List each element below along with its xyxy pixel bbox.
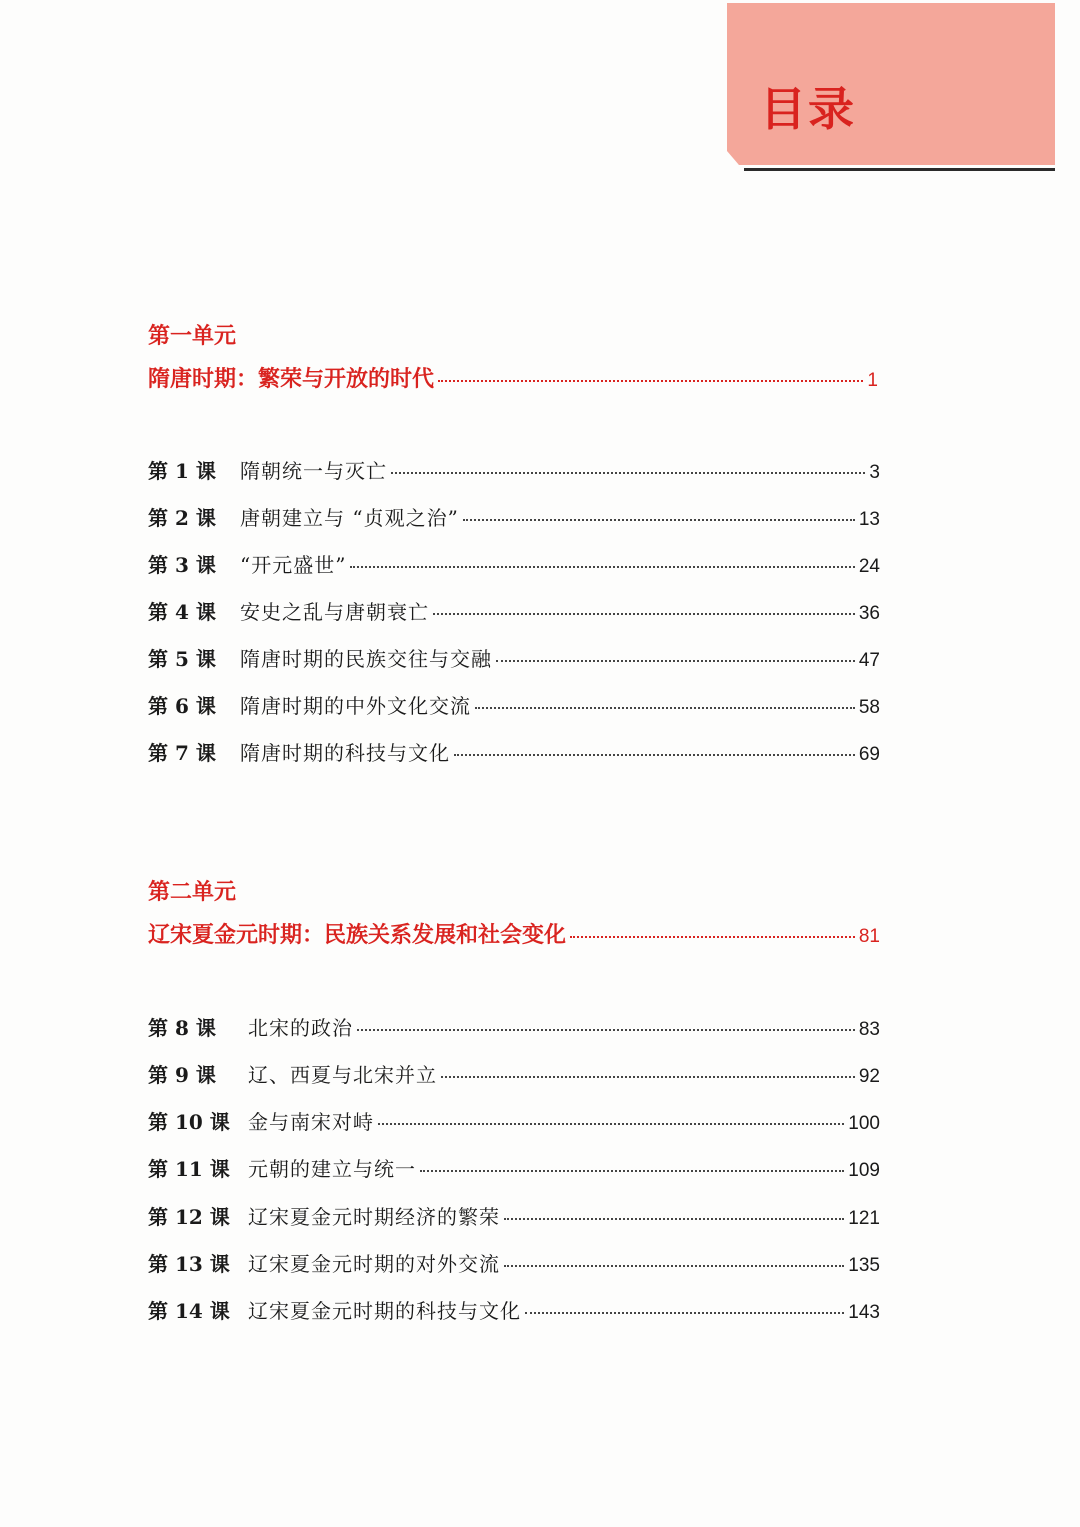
leader-dots (525, 1312, 844, 1314)
lesson-title: 唐朝建立与 “贞观之治” (240, 506, 459, 530)
leader-dots (504, 1265, 844, 1267)
lesson-row[interactable] (148, 502, 880, 531)
lesson-number: 第 3 课 (148, 553, 216, 577)
leader-dots (357, 1029, 855, 1031)
unit-1-row[interactable] (148, 362, 878, 393)
page-title: 目录 (760, 82, 856, 136)
leader-dots (433, 613, 855, 615)
leader-dots (438, 380, 863, 382)
lesson-page: 92 (858, 1066, 880, 1087)
lesson-row[interactable] (148, 1295, 880, 1324)
lesson-title: 隋唐时期的中外文化交流 (240, 694, 471, 718)
leader-dots (378, 1123, 844, 1125)
title-underline (744, 168, 1055, 171)
lesson-number: 第 6 课 (148, 694, 216, 718)
leader-dots (570, 936, 855, 938)
lesson-page: 83 (858, 1019, 880, 1040)
lesson-row[interactable] (148, 690, 880, 719)
leader-dots (391, 472, 865, 474)
lesson-title: 隋朝统一与灭亡 (240, 459, 387, 483)
lesson-page: 24 (858, 556, 880, 577)
lesson-number: 第 7 课 (148, 741, 216, 765)
lesson-number: 第 5 课 (148, 647, 216, 671)
lesson-page: 121 (848, 1208, 880, 1229)
unit-2-label: 第二单元 (148, 879, 237, 905)
lesson-title: 隋唐时期的民族交往与交融 (240, 647, 492, 671)
lesson-row[interactable] (148, 1201, 880, 1230)
lesson-number: 第 10 课 (148, 1110, 230, 1134)
unit-2-page: 81 (858, 926, 880, 947)
lesson-row[interactable] (148, 737, 880, 766)
leader-dots (454, 754, 855, 756)
lesson-number: 第 12 课 (148, 1205, 230, 1229)
lesson-title: 北宋的政治 (248, 1016, 353, 1040)
leader-dots (441, 1076, 855, 1078)
lesson-page: 36 (858, 603, 880, 624)
unit-1-page: 1 (867, 370, 878, 391)
lesson-title: 元朝的建立与统一 (248, 1157, 416, 1181)
lesson-number: 第 9 课 (148, 1063, 216, 1087)
unit-1-label: 第一单元 (148, 323, 237, 349)
lesson-page: 109 (848, 1160, 880, 1181)
lesson-row[interactable] (148, 596, 880, 625)
lesson-title: 辽、西夏与北宋并立 (248, 1063, 437, 1087)
lesson-number: 第 2 课 (148, 506, 216, 530)
lesson-page: 143 (848, 1302, 880, 1323)
lesson-page: 13 (858, 509, 880, 530)
lesson-number: 第 4 课 (148, 600, 216, 624)
lesson-number: 第 8 课 (148, 1016, 216, 1040)
leader-dots (420, 1170, 844, 1172)
leader-dots (475, 707, 855, 709)
lesson-row[interactable] (148, 1153, 880, 1182)
unit-1-title: 隋唐时期：繁荣与开放的时代 (148, 366, 435, 392)
lesson-row[interactable] (148, 1248, 880, 1277)
lesson-row[interactable] (148, 643, 880, 672)
lesson-number: 第 13 课 (148, 1252, 230, 1276)
unit-2-title: 辽宋夏金元时期：民族关系发展和社会变化 (148, 922, 567, 948)
leader-dots (504, 1218, 844, 1220)
lesson-title: 安史之乱与唐朝衰亡 (240, 600, 429, 624)
lesson-title: 辽宋夏金元时期经济的繁荣 (248, 1205, 500, 1229)
lesson-page: 3 (869, 462, 880, 483)
unit-2-row[interactable] (148, 918, 880, 949)
leader-dots (496, 660, 855, 662)
lesson-row[interactable] (148, 1106, 880, 1135)
lesson-page: 58 (858, 697, 880, 718)
lesson-row[interactable] (148, 1059, 880, 1088)
lesson-page: 69 (858, 744, 880, 765)
leader-dots (350, 566, 854, 568)
lesson-row[interactable] (148, 549, 880, 578)
lesson-number: 第 11 课 (148, 1157, 230, 1181)
lesson-row[interactable] (148, 1012, 880, 1041)
lesson-title: “开元盛世” (240, 553, 347, 577)
lesson-title: 金与南宋对峙 (248, 1110, 374, 1134)
lesson-page: 135 (848, 1255, 880, 1276)
lesson-number: 第 14 课 (148, 1299, 230, 1323)
lesson-page: 100 (848, 1113, 880, 1134)
lesson-title: 隋唐时期的科技与文化 (240, 741, 450, 765)
lesson-page: 47 (858, 650, 880, 671)
lesson-number: 第 1 课 (148, 459, 216, 483)
lesson-row[interactable] (148, 455, 880, 484)
leader-dots (463, 519, 855, 521)
lesson-title: 辽宋夏金元时期的科技与文化 (248, 1299, 521, 1323)
lesson-title: 辽宋夏金元时期的对外交流 (248, 1252, 500, 1276)
